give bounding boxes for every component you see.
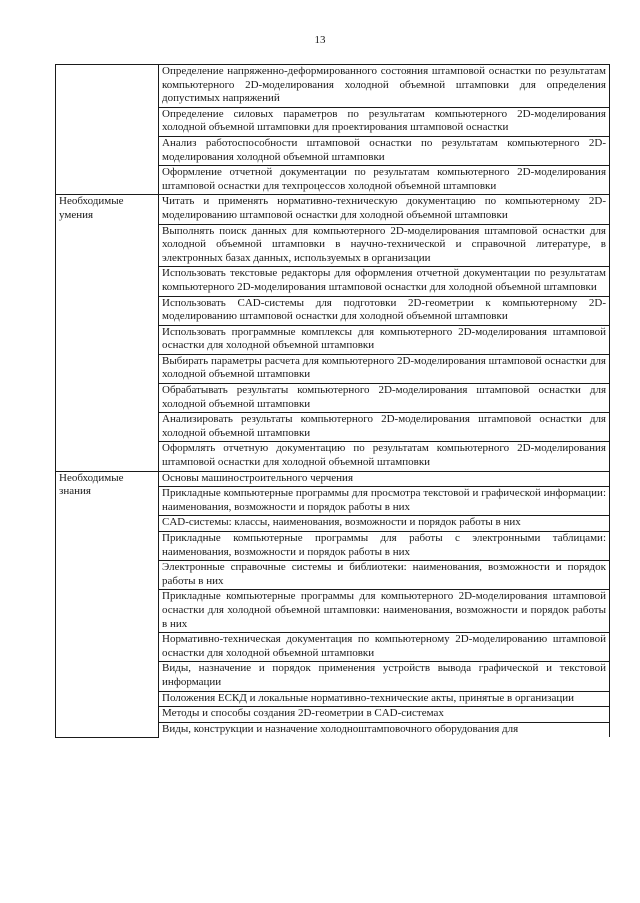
requirement-text: Положения ЕСКД и локальные нормативно-технические акты, принятые в организации xyxy=(159,691,610,707)
requirement-text: CAD-системы: классы, наименования, возможности и порядок работы в них xyxy=(159,516,610,532)
section-label-cell xyxy=(56,65,159,195)
requirement-text: Виды, назначение и порядок применения устройств вывода графической и текстовой информации xyxy=(159,662,610,691)
requirement-text: Методы и способы создания 2D-геометрии в CAD-системах xyxy=(159,707,610,723)
competency-table xyxy=(55,64,610,738)
requirement-text: Электронные справочные системы и библиотеки: наименования, возможности и порядок работы в них xyxy=(159,561,610,590)
requirement-text: Использовать CAD-системы для подготовки 2D-геометрии к компьютерному 2D-моделированию штамповой оснастки для холодной объемной штамповки xyxy=(159,296,610,325)
requirement-text: Читать и применять нормативно-техническую документацию по компьютерному 2D-моделированию штамповой оснастки для холодной объемной штамповки xyxy=(159,195,610,224)
table-row xyxy=(56,471,610,487)
requirement-text: Анализировать результаты компьютерного 2D-моделирования штамповой оснастки для холодной объемной штамповки xyxy=(159,413,610,442)
table-row xyxy=(56,195,610,224)
requirement-text: Выполнять поиск данных для компьютерного 2D-моделирования штамповой оснастки для холодной объемной штамповки в научно-технической и справочной литературе, в электронных базах данных, используемых в организации xyxy=(159,224,610,267)
requirement-text: Прикладные компьютерные программы для работы с электронными таблицами: наименования, возможности и порядок работы в них xyxy=(159,532,610,561)
section-label: Необходимые умения xyxy=(59,195,124,221)
requirement-text: Основы машиностроительного черчения xyxy=(159,471,610,487)
requirement-text: Прикладные компьютерные программы для компьютерного 2D-моделирования штамповой оснастки для холодной объемной штамповки: наименования, возможности и порядок работы в них xyxy=(159,590,610,633)
requirement-text: Использовать программные комплексы для компьютерного 2D-моделирования штамповой оснастки для холодной объемной штамповки xyxy=(159,325,610,354)
requirement-text: Анализ работоспособности штамповой оснастки по результатам компьютерного 2D-моделирования холодной объемной штамповки xyxy=(159,136,610,165)
requirement-text: Виды, конструкции и назначение холодноштамповочного оборудования для xyxy=(159,722,610,737)
requirement-text: Выбирать параметры расчета для компьютерного 2D-моделирования штамповой оснастки для холодной объемной штамповки xyxy=(159,354,610,383)
table-body xyxy=(56,65,610,738)
requirement-text: Определение силовых параметров по результатам компьютерного 2D-моделирования холодной объемной штамповки для проектирования штамповой оснастки xyxy=(159,107,610,136)
requirement-text: Обрабатывать результаты компьютерного 2D-моделирования штамповой оснастки для холодной объемной штамповки xyxy=(159,384,610,413)
section-label-cell xyxy=(56,195,159,471)
table-row xyxy=(56,65,610,108)
requirement-text: Определение напряженно-деформированного состояния штамповой оснастки по результатам компьютерного 2D-моделирования холодной объемной штамповки для определения допустимых напряжений xyxy=(159,65,610,108)
requirement-text: Оформлять отчетную документацию по результатам компьютерного 2D-моделирования штамповой оснастки для холодной объемной штамповки xyxy=(159,442,610,471)
requirement-text: Прикладные компьютерные программы для просмотра текстовой и графической информации: наименования, возможности и порядок работы в них xyxy=(159,487,610,516)
section-label-cell xyxy=(56,471,159,737)
requirement-text: Оформление отчетной документации по результатам компьютерного 2D-моделирования штамповой оснастки для техпроцессов холодной объемной штамповки xyxy=(159,166,610,195)
requirement-text: Нормативно-техническая документация по компьютерному 2D-моделированию штамповой оснастки для холодной объемной штамповки xyxy=(159,633,610,662)
section-label: Необходимые знания xyxy=(59,471,124,498)
requirement-text: Использовать текстовые редакторы для оформления отчетной документации по результатам компьютерного 2D-моделирования штамповой оснастки для холодной объемной штамповки xyxy=(159,267,610,296)
page-number: 13 xyxy=(314,34,326,46)
